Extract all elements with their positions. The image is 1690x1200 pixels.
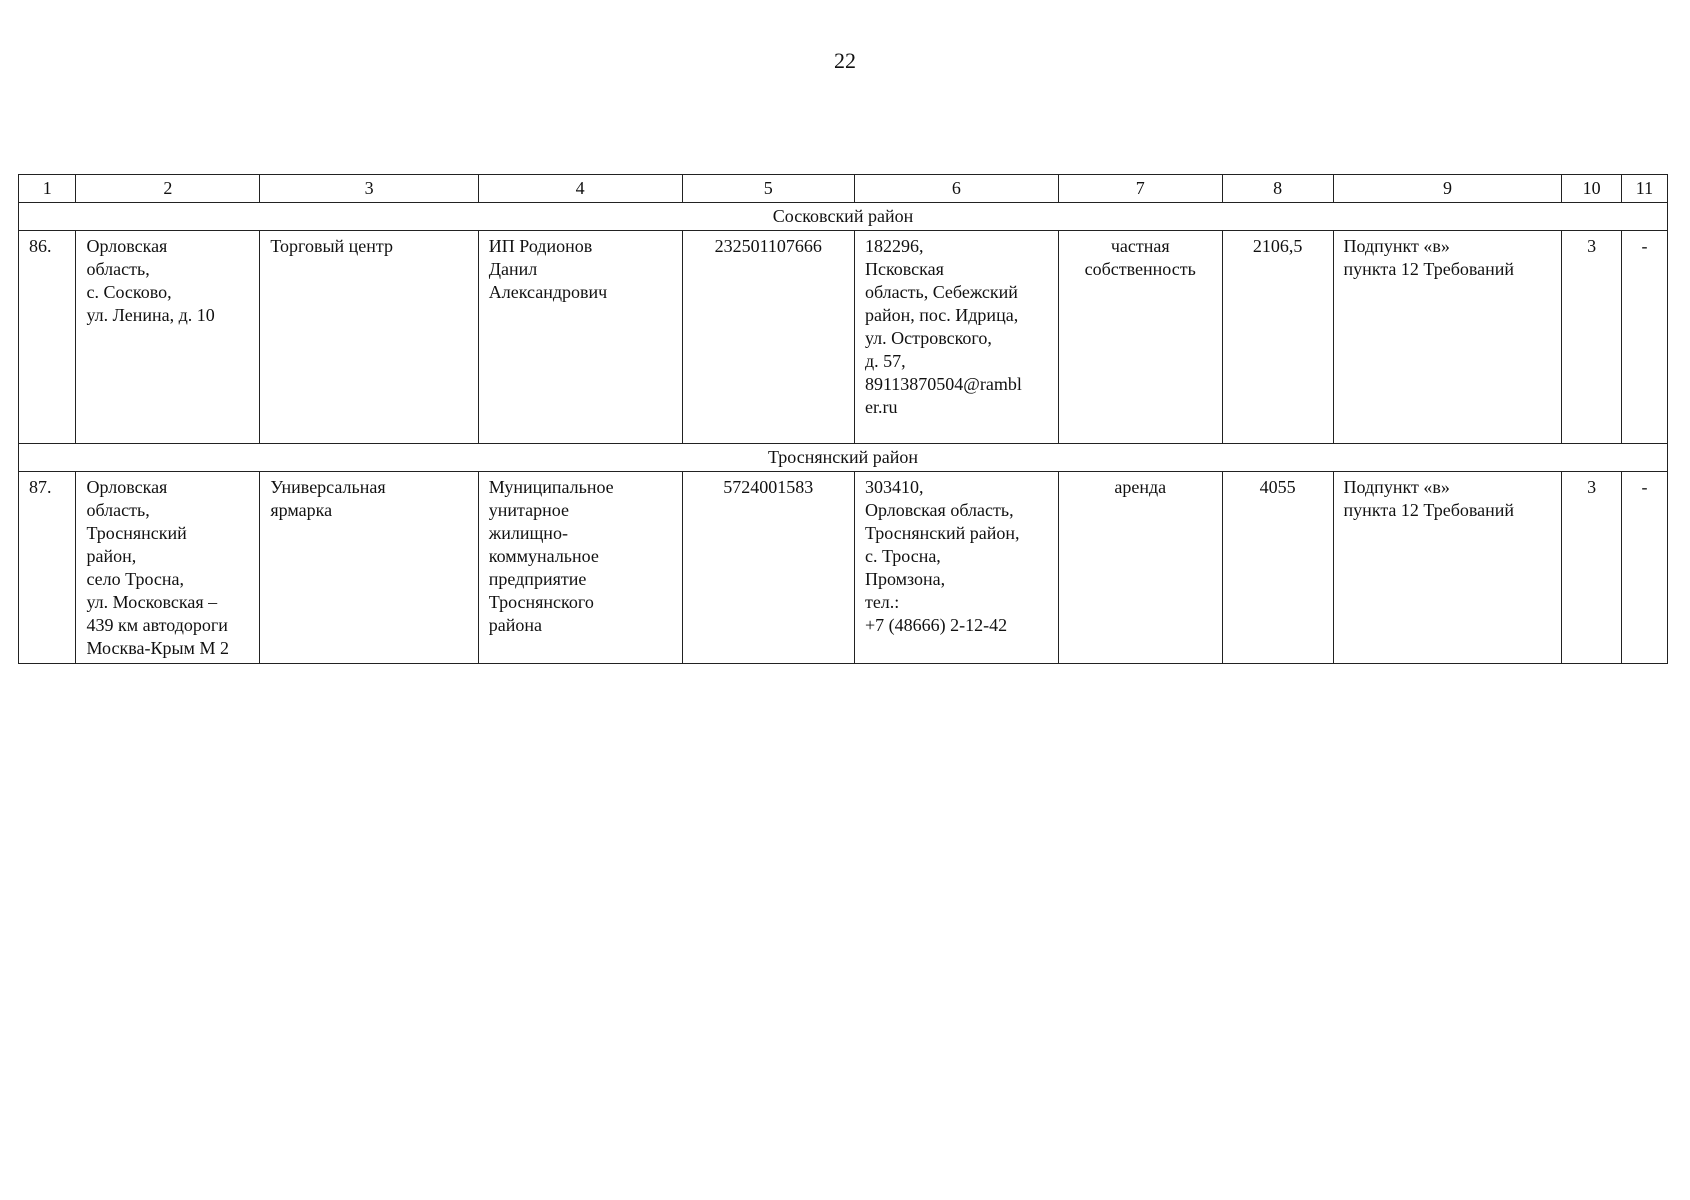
legal-basis: Подпункт «в» пункта 12 Требований bbox=[1333, 472, 1562, 664]
ownership-type: частная собственность bbox=[1058, 231, 1222, 444]
column-number-10: 10 bbox=[1562, 175, 1622, 203]
district-row bbox=[19, 203, 1668, 231]
district-heading: Сосковский район bbox=[19, 203, 1668, 231]
column-number-row bbox=[19, 175, 1668, 203]
column-11-value: - bbox=[1621, 472, 1667, 664]
column-number-7: 7 bbox=[1058, 175, 1222, 203]
column-number-6: 6 bbox=[854, 175, 1058, 203]
registry-table bbox=[18, 174, 1668, 664]
legal-basis: Подпункт «в» пункта 12 Требований bbox=[1333, 231, 1562, 444]
column-number-2: 2 bbox=[76, 175, 260, 203]
district-row bbox=[19, 444, 1668, 472]
object-type: Торговый центр bbox=[260, 231, 478, 444]
column-number-4: 4 bbox=[478, 175, 682, 203]
owner-contacts: 182296, Псковская область, Себежский район, пос. Идрица, ул. Островского, д. 57, 89113870504@rambl er.ru bbox=[854, 231, 1058, 444]
column-11-value: - bbox=[1621, 231, 1667, 444]
page-number: 22 bbox=[834, 48, 856, 73]
table-row bbox=[19, 231, 1668, 444]
column-10-value: 3 bbox=[1562, 231, 1622, 444]
object-address: Орловская область, Троснянский район, село Тросна, ул. Московская – 439 км автодороги Москва-Крым М 2 bbox=[76, 472, 260, 664]
column-number-9: 9 bbox=[1333, 175, 1562, 203]
ownership-type: аренда bbox=[1058, 472, 1222, 664]
object-type: Универсальная ярмарка bbox=[260, 472, 478, 664]
column-number-8: 8 bbox=[1222, 175, 1333, 203]
district-heading: Троснянский район bbox=[19, 444, 1668, 472]
object-area: 4055 bbox=[1222, 472, 1333, 664]
owner-inn: 5724001583 bbox=[682, 472, 854, 664]
table-row bbox=[19, 472, 1668, 664]
column-number-3: 3 bbox=[260, 175, 478, 203]
object-address: Орловская область, с. Сосково, ул. Ленина, д. 10 bbox=[76, 231, 260, 444]
column-10-value: 3 bbox=[1562, 472, 1622, 664]
row-number: 87. bbox=[19, 472, 76, 664]
column-number-5: 5 bbox=[682, 175, 854, 203]
owner-name: ИП Родионов Данил Александрович bbox=[478, 231, 682, 444]
column-number-11: 11 bbox=[1621, 175, 1667, 203]
column-number-1: 1 bbox=[19, 175, 76, 203]
row-number: 86. bbox=[19, 231, 76, 444]
owner-name: Муниципальное унитарное жилищно- коммунальное предприятие Троснянского района bbox=[478, 472, 682, 664]
owner-inn: 232501107666 bbox=[682, 231, 854, 444]
owner-contacts: 303410, Орловская область, Троснянский район, с. Тросна, Промзона, тел.: +7 (48666) 2-12-42 bbox=[854, 472, 1058, 664]
object-area: 2106,5 bbox=[1222, 231, 1333, 444]
